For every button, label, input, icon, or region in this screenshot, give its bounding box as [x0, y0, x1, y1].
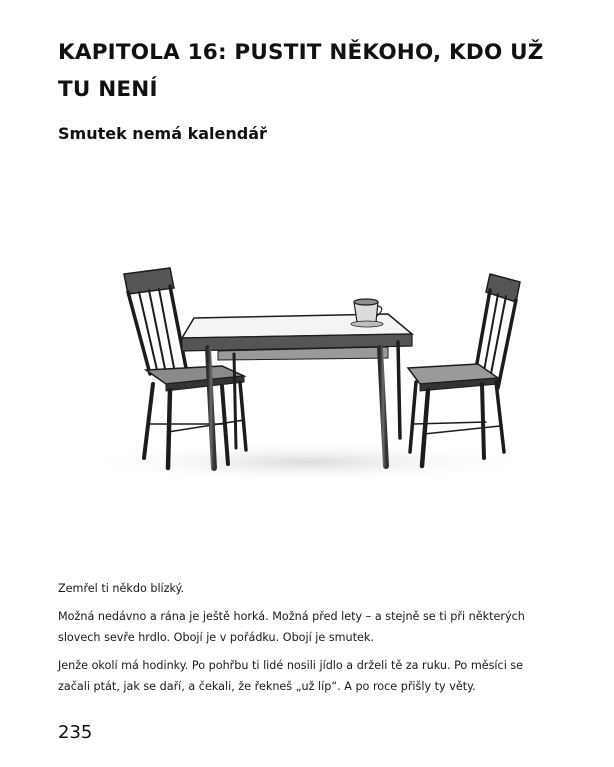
left-chair-drawing: [124, 268, 246, 468]
chapter-title-line-1: KAPITOLA 16: PUSTIT NĚKOHO, KDO UŽ: [58, 40, 544, 65]
chapter-title-line-2: TU NENÍ: [58, 77, 158, 102]
right-chair-drawing: [408, 274, 520, 466]
body-paragraph-3: Jenže okolí má hodinky. Po pohřbu ti lidé nosili jídlo a drželi tě za ruku. Po měsíci se začali ptát, jak se daří, a čekali, že řekneš „už líp“. A po roce přišly ty věty.: [58, 659, 524, 693]
page-number: 235: [58, 722, 93, 743]
section-title: Smutek nemá kalendář: [58, 124, 267, 143]
table-chairs-illustration: [58, 162, 556, 532]
chapter-title: [58, 34, 558, 108]
body-paragraph-2: Možná nedávno a rána je ještě horká. Možná před lety – a stejně se ti při některých slovech sevře hrdlo. Obojí je v pořádku. Obojí je smutek.: [58, 610, 525, 644]
cup-drawing: [351, 299, 383, 327]
body-paragraph-1: Zemřel ti někdo blízký.: [58, 582, 185, 595]
